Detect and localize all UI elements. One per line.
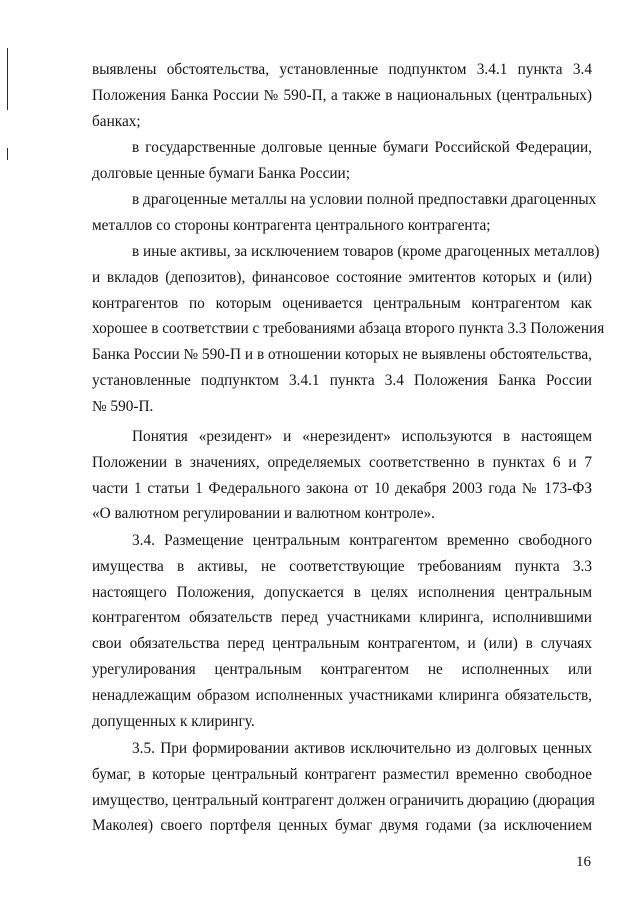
text-line: и вкладов (депозитов), финансовое состояние эмитентов которых и (или) [92, 268, 592, 286]
section-3-5 [92, 736, 595, 839]
paragraph-resident-definition [92, 424, 592, 527]
text-line: Положении в значениях, определяемых соответственно в пунктах 6 и 7 [92, 453, 592, 471]
paragraph-government-bonds [92, 135, 592, 187]
text-line: Банка России № 590-П и в отношении которых не выявлены обстоятельства, [92, 346, 592, 364]
text-line: в драгоценные металлы на условии полной предпоставки драгоценных [132, 191, 597, 208]
text-line: урегулирования центральным контрагентом не исполненных или [92, 660, 592, 678]
text-line: Понятия «резидент» и «нерезидент» используются в настоящем [132, 428, 592, 445]
paragraph-other-assets [92, 239, 605, 420]
text-line: долговые ценные бумаги Банка России; [92, 164, 350, 182]
text-line: имущество, центральный контрагент должен ограничить дюрацию (дюрация [92, 791, 595, 809]
text-line: 3.5. При формировании активов исключительно из долговых ценных [132, 740, 592, 757]
text-line: допущенных к клирингу. [92, 712, 255, 730]
text-line: свои обязательства перед центральным контрагентом, и (или) в случаях [92, 635, 592, 653]
text-line: установленные подпунктом 3.4.1 пункта 3.4 Положения Банка России [92, 371, 592, 389]
text-line: контрагентом обязательств перед участниками клиринга, исполнившими [92, 609, 592, 627]
page-number: 16 [576, 854, 591, 870]
text-line: бумаг, в которые центральный контрагент разместил временно свободное [92, 765, 592, 783]
text-line: № 590-П. [92, 397, 154, 415]
text-line: «О валютном регулировании и валютном контроле». [92, 505, 435, 523]
text-line: в государственные долговые ценные бумаги Российской Федерации, [132, 139, 592, 156]
text-line: хорошее в соответствии с требованиями абзаца второго пункта 3.3 Положения [92, 320, 605, 338]
text-line: имущества в активы, не соответствующие требованиям пункта 3.3 [92, 557, 592, 575]
text-line: в иные активы, за исключением товаров (кроме драгоценных металлов) [132, 243, 600, 260]
text-line: банках; [92, 112, 141, 130]
paragraph-continuation [92, 57, 592, 134]
paragraph-precious-metals [92, 187, 597, 239]
text-line: ненадлежащим образом исполненных участниками клиринга обязательств, [92, 686, 592, 704]
section-3-4 [92, 528, 592, 734]
text-line: металлов со стороны контрагента центрального контрагента; [92, 216, 491, 234]
text-line: Маколея) своего портфеля ценных бумаг двумя годами (за исключением [92, 817, 592, 835]
text-line: настоящего Положения, допускается в целях исполнения центральным [92, 583, 592, 601]
text-line: части 1 статьи 1 Федерального закона от 10 декабря 2003 года № 173-ФЗ [92, 479, 592, 497]
text-line: Положения Банка России № 590-П, а также в национальных (центральных) [92, 86, 592, 104]
text-line: выявлены обстоятельства, установленные подпунктом 3.4.1 пункта 3.4 [92, 61, 592, 78]
text-line: контрагентов по которым оценивается центральным контрагентом как [92, 294, 592, 312]
text-line: 3.4. Размещение центральным контрагентом временно свободного [132, 532, 592, 549]
